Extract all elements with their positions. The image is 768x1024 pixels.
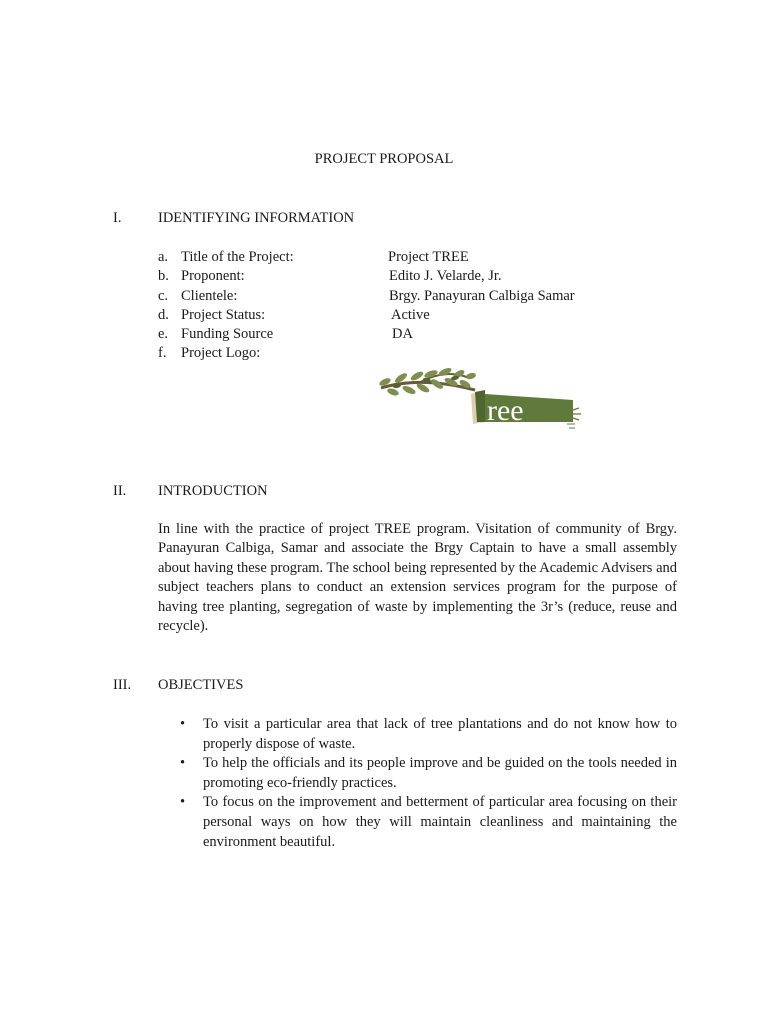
section-3-numeral: III.: [113, 677, 132, 693]
list-item: [180, 754, 677, 793]
bullet-icon: •: [180, 794, 186, 811]
info-item-label: Project Status:: [181, 307, 266, 323]
list-item: [180, 793, 677, 852]
info-item-letter: e.: [158, 326, 169, 342]
objectives-list: [180, 715, 677, 852]
objective-text: To help the officials and its people improve and be guided on the tools needed in promoting eco-friendly practices.: [203, 755, 677, 791]
section-2-numeral: II.: [113, 483, 127, 499]
info-item-value: Active: [391, 307, 430, 323]
list-item: [180, 715, 677, 754]
introduction-paragraph: In line with the practice of project TREE program. Visitation of community of Brgy. Panayuran Calbiga, Samar and associate the Brgy Captain to have a small assembly about having these program. The school being represented by the Academic Advisers and subject teachers plans to conduct an extension services program for the purpose of having tree planting, segregation of waste by implementing the 3r’s (reduce, reuse and recycle).: [158, 521, 677, 635]
objective-text: To visit a particular area that lack of tree plantations and do not know how to properly dispose of waste.: [203, 716, 677, 752]
info-item-label: Project Logo:: [181, 345, 261, 361]
objective-text: To focus on the improvement and betterment of particular area focusing on their personal ways on how they will maintain cleanliness and maintaining the environment beautiful.: [203, 794, 677, 850]
info-item-letter: f.: [158, 345, 167, 361]
info-item-value: Brgy. Panayuran Calbiga Samar: [389, 288, 575, 304]
section-2-heading: INTRODUCTION: [158, 483, 268, 499]
info-item-value: DA: [392, 326, 413, 342]
info-item-letter: d.: [158, 307, 169, 323]
section-1-heading: IDENTIFYING INFORMATION: [158, 210, 355, 226]
bullet-icon: •: [180, 716, 186, 732]
tree-logo-icon: [377, 366, 589, 432]
info-item-label: Proponent:: [181, 268, 245, 284]
info-item-letter: a.: [158, 249, 169, 265]
info-item-label: Funding Source: [181, 326, 274, 342]
info-item-value: Project TREE: [388, 249, 469, 265]
logo-text: ree: [487, 394, 524, 427]
project-logo: [377, 366, 589, 432]
info-item-value: Edito J. Velarde, Jr.: [389, 268, 502, 284]
bullet-icon: •: [180, 755, 186, 772]
info-item-letter: c.: [158, 288, 169, 304]
section-1-numeral: I.: [113, 210, 122, 226]
document-title: PROJECT PROPOSAL: [314, 151, 454, 167]
info-item-letter: b.: [158, 268, 169, 284]
info-item-label: Title of the Project:: [181, 249, 294, 265]
info-item-label: Clientele:: [181, 288, 238, 304]
section-3-heading: OBJECTIVES: [158, 677, 244, 693]
